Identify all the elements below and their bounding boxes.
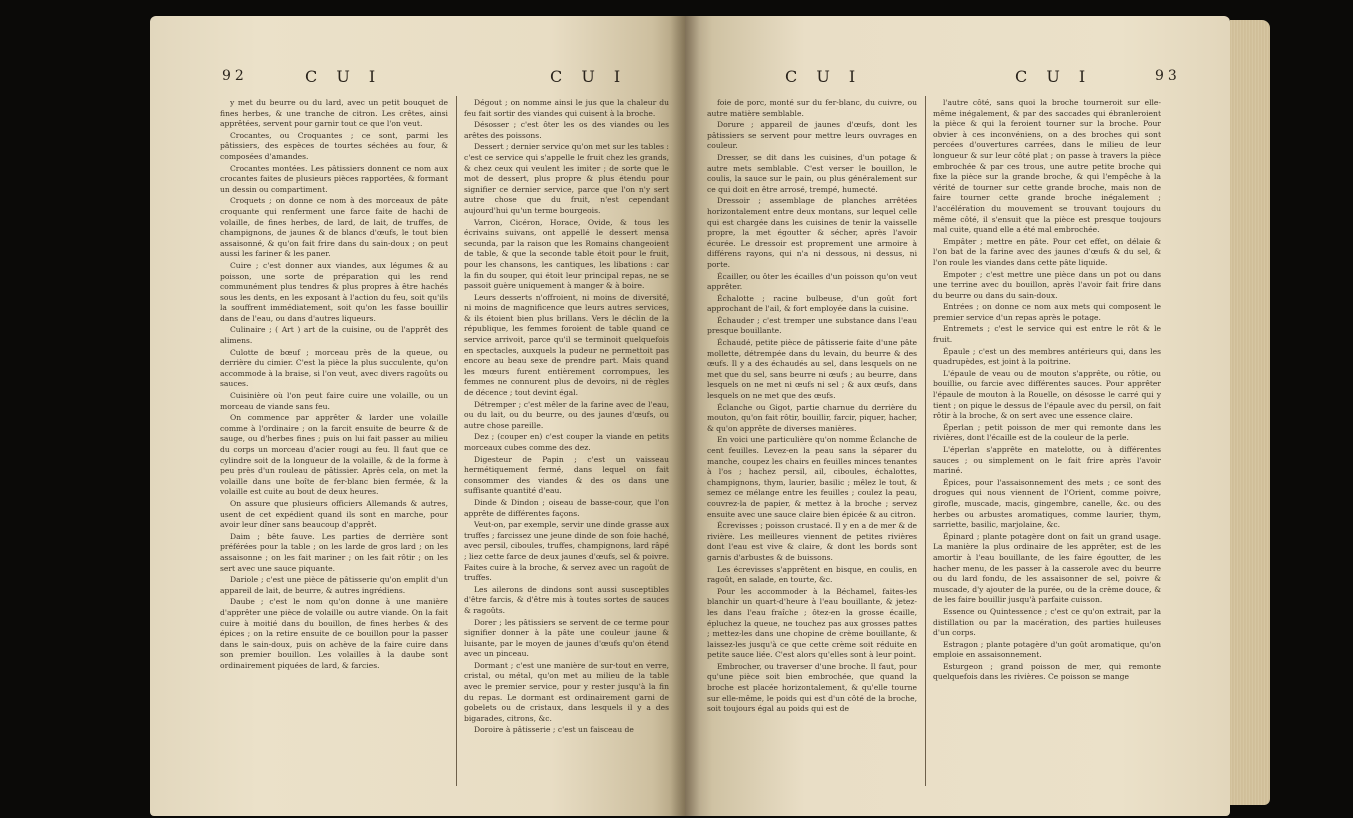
dictionary-entry: Dormant ; c'est une manière de sur-tout en verre, cristal, ou métal, qu'on met au milieu de la table avec le premier service, pour y rester jusqu'à la fin du repas. Le dormant est ordinairement garni de gobelets ou de cristaux, dans lesquels il y a des bigarades, citrons, &c. (464, 660, 669, 723)
left-column-b (464, 98, 669, 798)
dictionary-entry: Cuire ; c'est donner aux viandes, aux légumes & au poisson, une sorte de préparation qui les rend communément plus tendres & plus propres à être hachés sous les dents, en les exposant à l'action du feu, soit qu'ils la souffrent immédiatement, soit qu'on les fasse bouillir dans de l'eau, ou dans d'autres liqueurs. (220, 260, 448, 323)
dictionary-entry: Entremets ; c'est le service qui est entre le rôt & le fruit. (933, 324, 1161, 345)
dictionary-entry: Dorure ; appareil de jaunes d'œufs, dont les pâtissiers se servent pour mettre leurs ouvrages en couleur. (707, 120, 917, 151)
right-page-header (685, 68, 1230, 90)
dictionary-entry: Dariole ; c'est une pièce de pâtisserie qu'on emplit d'un appareil de lait, de beurre, & autres ingrédiens. (220, 575, 448, 595)
dictionary-entry: Culinaire ; ( Art ) art de la cuisine, ou de l'apprêt des alimens. (220, 325, 448, 346)
dictionary-entry: L'épaule de veau ou de mouton s'apprête, ou rôtie, ou bouillie, ou farcie avec différentes sauces. Pour apprêter l'épaule de mouton à la Rouelle, on désosse le carré qui y tient ; on pique le dessus de l'épaule avec du persil, on fait rôtir à la broche, & on sert avec une essence claire. (933, 368, 1161, 421)
dictionary-entry: Épices, pour l'assaisonnement des mets ; ce sont des drogues qui nous viennent de l'Orient, comme poivre, girofle, muscade, macis, gingembre, canelle, &c. ou des herbes ou arbustes aromatiques, comme laurier, thym, sarriette, basilic, marjolaine, &c. (933, 477, 1161, 530)
dictionary-entry: Détremper ; c'est mêler de la farine avec de l'eau, ou du lait, ou du beurre, ou des jaunes d'œufs, ou autre chose pareille. (464, 399, 669, 430)
dictionary-entry: Doroire à pâtisserie ; c'est un faisceau de (474, 725, 634, 735)
dictionary-entry: Écailler, ou ôter les écailles d'un poisson qu'on veut apprêter. (707, 271, 917, 292)
dictionary-entry: Désosser ; c'est ôter les os des viandes ou les arêtes des poissons. (464, 120, 669, 140)
right-page (685, 16, 1230, 816)
page-edges (1230, 20, 1270, 805)
dictionary-entry: y met du beurre ou du lard, avec un petit bouquet de fines herbes, & une tranche de citron. Les crêtes, ainsi apprêtées, servent pour garnir tout ce que l'on veut. (220, 98, 448, 129)
right-column-b (933, 98, 1161, 798)
dictionary-entry: Daim ; bête fauve. Les parties de derrière sont préférées pour la table ; on les larde de gros lard ; on les assaisonne ; on les fait mariner ; on les fait rôtir ; on les sert avec une sauce piquante. (220, 531, 448, 573)
dictionary-entry: Dressoir ; assemblage de planches arrêtées horizontalement entre deux montans, sur lequel celle qui est chargée dans les cuisines de tenir la vaisselle propre, la met égoutter & sécher, après l'avoir écurée. Le dressoir est proprement une armoire à différens rayons, qui n'a ni dessous, ni dessus, ni porte. (707, 196, 917, 269)
dictionary-entry: Daube ; c'est le nom qu'on donne à une manière d'apprêter une pièce de volaille ou autre viande. On la fait cuire à moitié dans du bouillon, de fines herbes & des épices ; on la retire ensuite de ce bouillon pour la passer dans le sain-doux, puis on achève de la faire cuire dans son premier bouillon. Les volailles à la daube sont ordinairement piquées de lard, & farcies. (220, 597, 448, 670)
running-head: C U I (1015, 67, 1093, 86)
dictionary-entry: Éclanche ou Gigot, partie charnue du derrière du mouton, qu'on fait rôtir, bouillir, farcir, piquer, hacher, & qu'on apprête de diverses manières. (707, 402, 917, 433)
column-rule (925, 96, 926, 786)
running-head: C U I (550, 67, 628, 86)
dictionary-entry: Cuisinière où l'on peut faire cuire une volaille, ou un morceau de viande sans feu. (220, 391, 448, 411)
dictionary-entry: Dessert ; dernier service qu'on met sur les tables : c'est ce service qui s'appelle le fruit chez les grands, & chez ceux qui veulent les imiter ; de sorte que le mot de dessert, plus propre & plus étendu pour signifier ce dernier service, parce que l'on n'y sert autre chose que du fruit, n'est cependant aujourd'hui qu'un terme bourgeois. (464, 142, 669, 215)
open-book (150, 16, 1230, 816)
running-head: C U I (785, 67, 863, 86)
page-number-left: 92 (222, 68, 248, 84)
dictionary-entry: Dinde & Dindon ; oiseau de basse-cour, que l'on apprête de différentes façons. (464, 497, 669, 518)
dictionary-entry: En voici une particulière qu'on nomme Éclanche de cent feuilles. Levez-en la peau sans la séparer du manche, coupez les chairs en feuilles minces tenantes à l'os ; hachez persil, ail, ciboules, échalottes, champignons, thym, laurier, basilic ; mêlez le tout, & semez ce mélange entre les feuilles ; coulez la peau, couvrez-la de papier, & mettez à la broche ; servez ensuite avec une sauce claire bien épicée & au citron. (707, 435, 917, 519)
dictionary-entry: Entrées ; on donne ce nom aux mets qui composent le premier service d'un repas après le potage. (933, 302, 1161, 322)
dictionary-entry: l'autre côté, sans quoi la broche tourneroit sur elle-même inégalement, & par des saccades qui ébranleroient la pièce & qui la feroient tourner sur la broche. Pour obvier à ces inconvéniens, on a des broches qui sont percées d'ouvertures carrées, dans le milieu de leur longueur & sur leur côté plat ; on passe à travers la pièce embrochée & par ces trous, une autre petite broche qui fixe la pièce sur la grande broche, & qui l'empêche à la vérité de tourner sur cette grande broche, mais non de faire tourner cette grande broche inégalement ; l'accélération du mouvement se trouvant toujours du même côté, il s'ensuit que la pièce est presque toujours mal cuite, quand elle a été mal embrochée. (933, 98, 1161, 235)
dictionary-entry: Empoter ; c'est mettre une pièce dans un pot ou dans une terrine avec du bouillon, après l'avoir fait frire dans du beurre ou dans du sain-doux. (933, 269, 1161, 300)
dictionary-entry: Les ailerons de dindons sont aussi susceptibles d'être farcis, & d'être mis à toutes sortes de sauces & ragoûts. (464, 584, 669, 615)
left-page-header (150, 68, 685, 90)
dictionary-entry: Éperlan ; petit poisson de mer qui remonte dans les rivières, dont l'écaille est de la couleur de la perle. (933, 422, 1161, 443)
dictionary-entry: Pour les accommoder à la Béchamel, faites-les blanchir un quart-d'heure à l'eau bouillante, & jetez-les dans l'eau fraîche ; ôtez-en la grosse écaille, épluchez la queue, ne touchez pas aux grosses pattes ; mettez-les dans une chopine de crème bouillante, & laissez-les jusqu'à ce que cette crème soit réduite en petite sauce liée. C'est alors qu'elles sont à leur point. (707, 586, 917, 660)
dictionary-entry: On commence par apprêter & larder une volaille comme à l'ordinaire ; on la farcit ensuite de beurre & de sauge, ou d'herbes fines ; puis on lui fait passer au milieu du corps un morceau d'acier rougi au feu. Il faut que ce cylindre soit de la longueur de la volaille, & de la forme à peu près d'un rouleau de pâtissier. Après cela, on met la volaille dans une boîte de fer-blanc bien fermée, & la volaille est cuite au bout de deux heures. (220, 413, 448, 497)
dictionary-entry: Culotte de bœuf ; morceau près de la queue, ou derrière du cimier. C'est la pièce la plus succulente, qu'on accommode à la braise, si l'on veut, avec divers ragoûts ou sauces. (220, 347, 448, 389)
dictionary-entry: Épaule ; c'est un des membres antérieurs qui, dans les quadrupèdes, est joint à la poitrine. (933, 346, 1161, 367)
dictionary-entry: Embrocher, ou traverser d'une broche. Il faut, pour qu'une pièce soit bien embrochée, que quand la broche est placée horizontalement, & qu'elle tourne sur elle-même, le poids qui est d'un côté de la broche, soit toujours égal au poids qui est de (707, 661, 917, 714)
dictionary-entry: Croquets ; on donne ce nom à des morceaux de pâte croquante qui renferment une farce faite de hachi de volaille, de fines herbes, de lard, de lait, de truffes, de champignons, de jaunes & de blancs d'œufs, le tout bien assaisonné, & qu'on fait frire dans du sain-doux ; on peut aussi les fariner & les paner. (220, 196, 448, 259)
dictionary-entry: Varron, Cicéron, Horace, Ovide, & tous les écrivains suivans, ont appellé le dessert mensa secunda, par la raison que les Romains changeoient de table, & que la seconde table étoit pour le fruit, pour les chansons, les cantiques, les libations : car la fin du souper, qui étoit leur principal repas, ne se passoit guère uniquement à manger & à boire. (464, 217, 669, 291)
dictionary-entry: L'éperlan s'apprête en matelotte, ou à différentes sauces ; ou simplement on le fait frire après l'avoir mariné. (933, 445, 1161, 476)
dictionary-entry: Échauder ; c'est tremper une substance dans l'eau presque bouillante. (707, 315, 917, 336)
column-rule (456, 96, 457, 786)
dictionary-entry: Épinard ; plante potagère dont on fait un grand usage. La manière la plus ordinaire de les apprêter, est de les amortir à l'eau bouillante, de les faire égoutter, de les hacher menu, de les passer à la casserole avec du beurre ou du lard fondu, de les assaisonner de sel, poivre & muscade, d'y ajouter de la purée, ou de la crème douce, & de les faire bouillir jusqu'à parfaite cuisson. (933, 531, 1161, 605)
dictionary-entry: Veut-on, par exemple, servir une dinde grasse aux truffes ; farcissez une jeune dinde de son foie haché, avec persil, ciboules, truffes, champignons, lard râpé ; liez cette farce de deux jaunes d'œufs, sel & poivre. Faites cuire à la broche, & servez avec un ragoût de truffes. (464, 520, 669, 583)
dictionary-entry: Dez ; (couper en) c'est couper la viande en petits morceaux cubes comme des dez. (464, 432, 669, 452)
dictionary-entry: On assure que plusieurs officiers Allemands & autres, usent de cet expédient quand ils sont en marche, pour avoir leur dîner sans beaucoup d'apprêt. (220, 498, 448, 530)
dictionary-entry: Échalotte ; racine bulbeuse, d'un goût fort approchant de l'ail, & fort employée dans la cuisine. (707, 293, 917, 314)
dictionary-entry: Essence ou Quintessence ; c'est ce qu'on extrait, par la distillation ou par la macération, des parties huileuses d'un corps. (933, 606, 1161, 638)
right-column-a (707, 98, 917, 798)
dictionary-entry: Esturgeon ; grand poisson de mer, qui remonte quelquefois dans les rivières. Ce poisson se mange (933, 661, 1161, 682)
dictionary-entry: Dresser, se dit dans les cuisines, d'un potage & autre mets semblable. C'est verser le bouillon, le coulis, la sauce sur le pain, ou plus généralement sur ce qui doit en être arrosé, trempé, humecté. (707, 152, 917, 194)
dictionary-entry: Empâter ; mettre en pâte. Pour cet effet, on délaie & l'on bat de la farine avec des jaunes d'œufs & du sel, & l'on roule les viandes dans cette pâte liquide. (933, 236, 1161, 267)
dictionary-entry: Dorer ; les pâtissiers se servent de ce terme pour signifier donner à la pâte une couleur jaune & luisante, par le moyen de jaunes d'œufs qu'on étend avec un pinceau. (464, 617, 669, 659)
left-column-a (220, 98, 448, 798)
page-number-right: 93 (1155, 68, 1181, 84)
dictionary-entry: Estragon ; plante potagère d'un goût aromatique, qu'on emploie en assaisonnement. (933, 639, 1161, 660)
dictionary-entry: foie de porc, monté sur du fer-blanc, du cuivre, ou autre matière semblable. (707, 98, 917, 118)
dictionary-entry: Digesteur de Papin ; c'est un vaisseau hermétiquement fermé, dans lequel on fait consommer des viandes & des os dans une suffisante quantité d'eau. (464, 454, 669, 496)
dictionary-entry: Échaudé, petite pièce de pâtisserie faite d'une pâte mollette, détrempée dans du levain, du beurre & des œufs. Il y a des échaudés au sel, dans lesquels on ne met que du sel, sans beurre ni œufs ; au beurre, dans lesquels on ne met ni œufs ni sel ; & aux œufs, dans lesquels on ne met que des œufs. (707, 338, 917, 401)
running-head: C U I (305, 67, 383, 86)
dictionary-entry: Les écrevisses s'apprêtent en bisque, en coulis, en ragoût, en salade, en tourte, &c. (707, 564, 917, 585)
dictionary-entry: Écrevisses ; poisson crustacé. Il y en a de mer & de rivière. Les meilleures viennent de petites rivières dont l'eau est vive & claire, & dont les bords sont garnis d'arbustes & de buissons. (707, 521, 917, 562)
dictionary-entry: Leurs desserts n'offroient, ni moins de diversité, ni moins de magnificence que leurs autres services, & ils étoient bien plus brillans. Vers le déclin de la république, les femmes foroient de table quand ce service arrivoit, parce qu'il se terminoit quelquefois en spectacles, auxquels la pudeur ne permettoit pas encore au beau sexe de prendre part. Mais quand les mœurs furent entièrement corrompues, les femmes ne connurent plus de devoirs, ni de règles de décence ; tout devint égal. (464, 292, 669, 398)
dictionary-entry: Crocantes, ou Croquantes ; ce sont, parmi les pâtissiers, des espèces de tourtes séchées au four, & composées d'amandes. (220, 130, 448, 161)
left-page (150, 16, 685, 816)
dictionary-entry: Dégout ; on nomme ainsi le jus que la chaleur du feu fait sortir des viandes qui cuisent à la broche. (464, 98, 669, 118)
dictionary-entry: Crocantes montées. Les pâtissiers donnent ce nom aux crocantes faites de plusieurs pièces rapportées, & formant un dessin ou compartiment. (220, 163, 448, 194)
